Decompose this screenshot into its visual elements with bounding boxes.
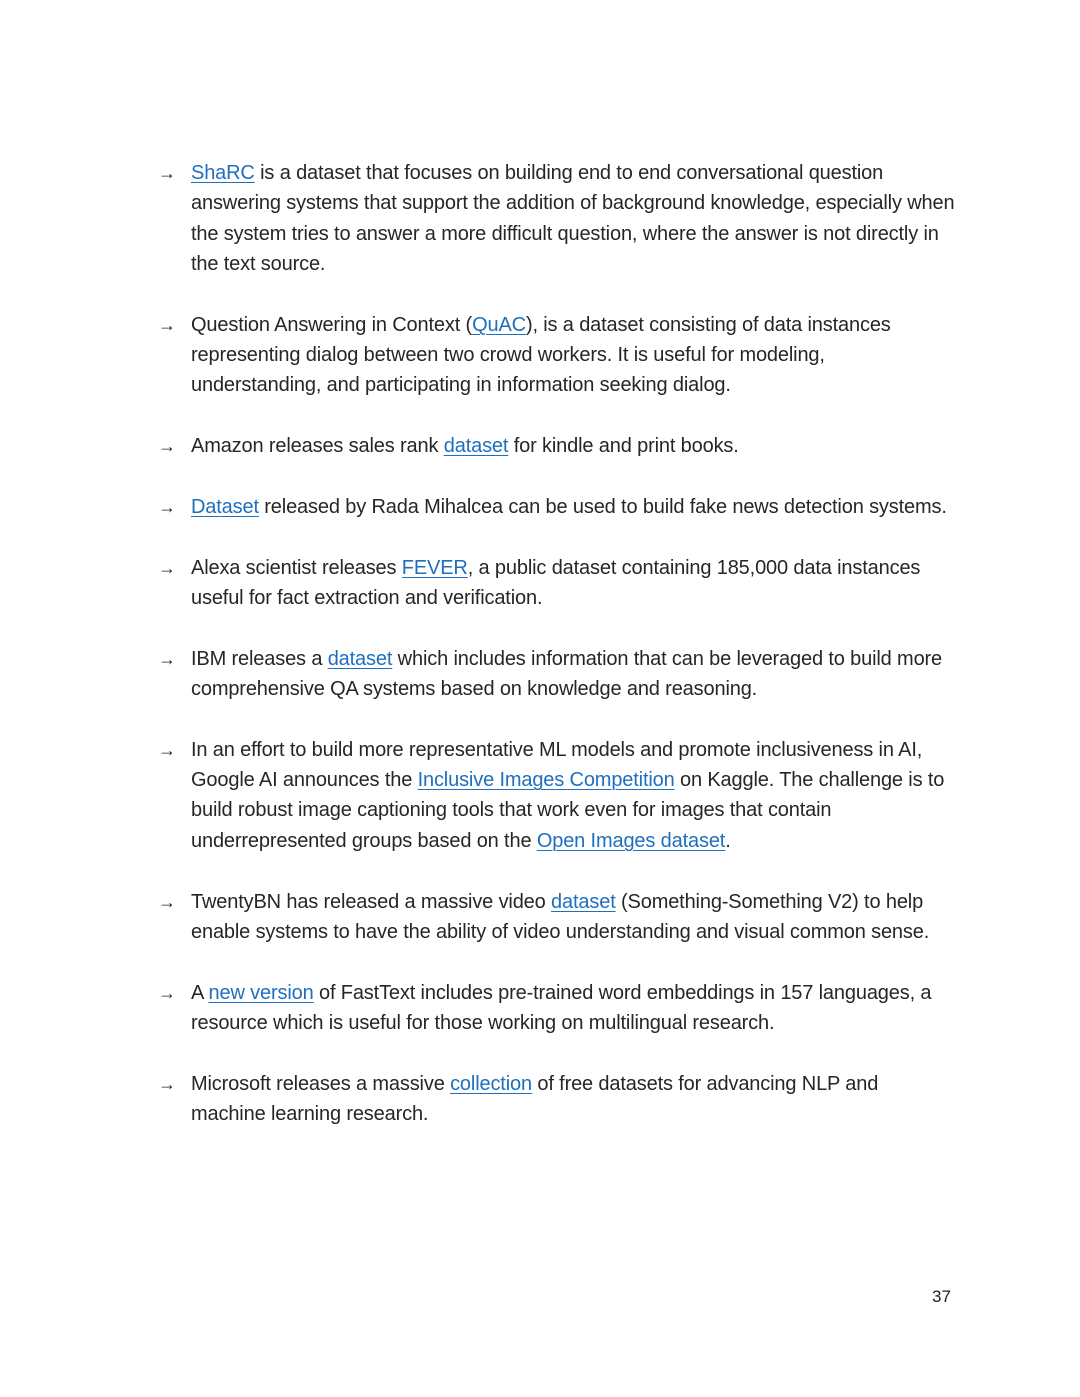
item-text-post: ), is a dataset consisting of data instances representing dialog between two crowd workers. It is useful for modeling, understanding, and participating in information seeking dialog.: [191, 313, 891, 397]
list-item-microsoft: [158, 1069, 958, 1130]
list-item-amazon-sales-rank: [158, 431, 958, 461]
item-text-post: is a dataset that focuses on building end to end conversational question answering systems that support the addition of background knowledge, especially when the system tries to answer a more difficult question, where the answer is not directly in the text source.: [191, 162, 955, 275]
dataset-news-list: [158, 158, 958, 1160]
list-item-fasttext: [158, 978, 958, 1039]
link-fever[interactable]: FEVER: [401, 556, 468, 579]
arrow-bullet-icon: →: [158, 891, 176, 912]
link-sharc[interactable]: ShaRC: [191, 162, 255, 184]
link-amazon-dataset[interactable]: dataset: [443, 435, 509, 458]
arrow-bullet-icon: →: [158, 1073, 176, 1094]
list-item-fever: [158, 553, 958, 614]
list-item-fake-news: [158, 492, 958, 522]
item-text-post: of FastText includes pre-trained word embeddings in 157 languages, a resource which is useful for those working on multilingual research.: [191, 981, 932, 1034]
item-text-post: for kindle and print books.: [508, 435, 739, 458]
arrow-bullet-icon: →: [158, 496, 176, 517]
item-text-pre: Question Answering in Context (: [191, 313, 473, 336]
item-text-pre: In an effort to build more representative ML models and promote inclusiveness in AI, Google AI announces the: [191, 738, 923, 792]
list-item-ibm: [158, 644, 958, 705]
arrow-bullet-icon: →: [158, 436, 176, 457]
item-text-pre: TwentyBN has released a massive video: [191, 890, 552, 913]
item-text-pre: Microsoft releases a massive: [191, 1072, 451, 1095]
page-number: 37: [932, 1287, 951, 1306]
link-twentybn-dataset[interactable]: dataset: [551, 890, 616, 913]
arrow-bullet-icon: →: [158, 648, 176, 669]
link-fasttext-new-version[interactable]: new version: [208, 981, 314, 1004]
link-quac[interactable]: QuAC: [472, 313, 526, 336]
arrow-bullet-icon: →: [158, 314, 176, 335]
link-ibm-dataset[interactable]: dataset: [327, 647, 393, 670]
item-text-post: (Something-Something V2) to help enable systems to have the ability of video understanding and visual common sense.: [191, 890, 930, 943]
arrow-bullet-icon: →: [158, 739, 176, 760]
item-text-mid: on Kaggle. The challenge is to build robust image captioning tools that work even for images that contain underrepresented groups based on the: [191, 769, 945, 852]
item-text-post: which includes information that can be leveraged to build more comprehensive QA systems based on knowledge and reasoning.: [191, 647, 943, 701]
item-text-pre: Alexa scientist releases: [191, 556, 402, 579]
link-fake-news-dataset[interactable]: Dataset: [191, 495, 259, 518]
item-text-post: of free datasets for advancing NLP and machine learning research.: [191, 1072, 879, 1126]
list-item-quac: [158, 310, 958, 401]
list-item-sharc: [158, 158, 958, 279]
list-item-twentybn: [158, 887, 958, 948]
arrow-bullet-icon: →: [158, 163, 176, 183]
arrow-bullet-icon: →: [158, 557, 176, 578]
item-text-post: .: [725, 829, 731, 852]
link-microsoft-collection[interactable]: collection: [450, 1072, 532, 1095]
item-text-pre: IBM releases a: [191, 647, 328, 670]
arrow-bullet-icon: →: [158, 982, 176, 1003]
list-item-inclusive-images: [158, 735, 958, 856]
item-text-pre: Amazon releases sales rank: [191, 435, 444, 458]
link-inclusive-images-competition[interactable]: Inclusive Images Competition: [417, 769, 675, 792]
link-open-images-dataset[interactable]: Open Images dataset: [536, 829, 726, 852]
item-text-pre: A: [191, 981, 209, 1004]
item-text-post: released by Rada Mihalcea can be used to build fake news detection systems.: [258, 495, 947, 518]
item-text-post: , a public dataset containing 185,000 data instances useful for fact extraction and verification.: [191, 556, 921, 609]
